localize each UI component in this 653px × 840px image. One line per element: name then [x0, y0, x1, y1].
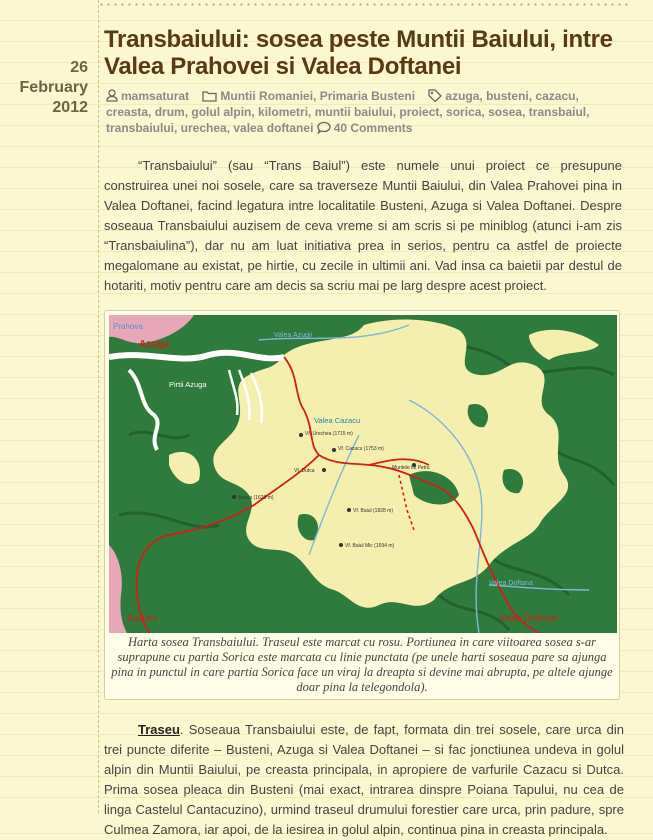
user-icon: [106, 89, 118, 102]
post-meta: [104, 88, 624, 136]
post-traseu-paragraph: [104, 720, 624, 840]
map-label-azuga: Azuga: [139, 339, 169, 350]
map-figure: [104, 310, 620, 700]
map-label-dutca: Vf. Dutca: [294, 468, 315, 474]
meta-comments: [317, 121, 413, 135]
tags-link[interactable]: azuga, busteni, cazacu, creasta, drum, golul alpin, kilometri, muntii baiului, proiect, sorica, sosea, transbaiul, transbaiului, urechea, valea doftanei: [106, 89, 590, 135]
map-label-busteni: Busteni: [127, 613, 158, 623]
post: [104, 26, 624, 840]
map-label-valea-azugii: Valea Azugii: [274, 332, 313, 339]
map-caption: Harta sosea Transbaiului. Traseul este marcat cu rosu. Portiunea in care viitoarea sosea s-ar suprapune cu partia Sorica este marcata cu linie punctata (pe unele harti soseaua pare sa ajunga pina in punctul in care partia Sorica face un viraj la dreapta si devine mai abrupta, pe altele ajunge doar pina la telegondola).: [111, 635, 613, 694]
post-date-month: February: [19, 79, 88, 96]
transbaiului-map[interactable]: [109, 315, 617, 633]
tag-icon: [428, 89, 442, 102]
map-label-baiul: Vf. Baiul (1828 m): [353, 508, 394, 514]
map-label-valea-cazacu: Valea Cazacu: [314, 416, 361, 425]
map-label-sorica: Sorica (1620 m): [238, 495, 274, 501]
post-title[interactable]: Transbaiului: sosea peste Muntii Baiului, intre Valea Prahovei si Valea Doftanei: [104, 26, 613, 80]
traseu-text: . Soseaua Transbaiului este, de fapt, formata din trei sosele, care urca din trei puncte diferite – Busteni, Azuga si Valea Doftanei – si fac jonctiunea undeva in golul alpin din Muntii Baiului, pe creasta principala, in apropiere de varfurile Cazacu si Dutca. Prima sosea pleaca din Busteni (mai exact, intrarea dinspre Poiana Tapului, nu cea de linga Castelul Cantacuzino), urmind traseul drumului forestier care urca, prin padure, spre Culmea Zamora, iar apoi, de la iesirea in golul alpin, continua pina in creasta principala.: [104, 722, 624, 837]
date-gutter: [0, 0, 99, 813]
traseu-link[interactable]: Traseu: [138, 722, 180, 737]
map-label-cazacu: Vf. Cazacu (1753 m): [338, 446, 384, 452]
post-date: [0, 58, 88, 118]
categories-link[interactable]: Muntii Romaniei, Primaria Busteni: [220, 89, 416, 103]
author-link[interactable]: mamsaturat: [121, 89, 190, 103]
post-intro: “Transbaiului” (sau “Trans Baiul”) este numele unui proiect ce presupune construirea unei noi sosele, care sa traverseze Muntii Baiului, din Valea Prahovei pina in Valea Doftanei, facind legatura intre localitatile Busteni, Azuga si Valea Doftanei. Despre soseaua Transbaiului auzisem de ceva vreme si am scris si pe miniblog (atunci i-am zis “Transbaiulina”), dar nu am luat initiativa prea in serios, pentru ca astfel de proiecte megalomane au existat, pe hirtie, cu zecile in ultimii ani. Vad insa ca baietii par destul de hotariti, motiv pentru care am decis sa scriu mai pe larg despre acest proiect.: [104, 158, 622, 293]
meta-author: [106, 89, 192, 103]
map-label-partii: Pirtii Azuga: [169, 380, 207, 389]
comment-icon: [317, 121, 331, 134]
comments-link[interactable]: 40 Comments: [333, 121, 413, 135]
map-label-doftana: Valea Doftana: [489, 580, 533, 587]
folder-icon: [202, 90, 217, 102]
map-label-baiul-mic: Vf. Baiul Mic (1594 m): [345, 543, 395, 549]
map-label-muntele: Muntele lui Petru: [392, 465, 430, 471]
post-date-year: 2012: [52, 99, 88, 116]
map-label-urechea: Vf. Urechea (1715 m): [305, 431, 353, 437]
map-label-valea-doftanei: Valea Doftanei: [499, 613, 558, 623]
meta-categories: [202, 89, 418, 103]
post-date-day: 26: [70, 59, 88, 76]
dotted-divider: [98, 3, 628, 6]
map-label-prahova: Prahova: [113, 322, 143, 331]
